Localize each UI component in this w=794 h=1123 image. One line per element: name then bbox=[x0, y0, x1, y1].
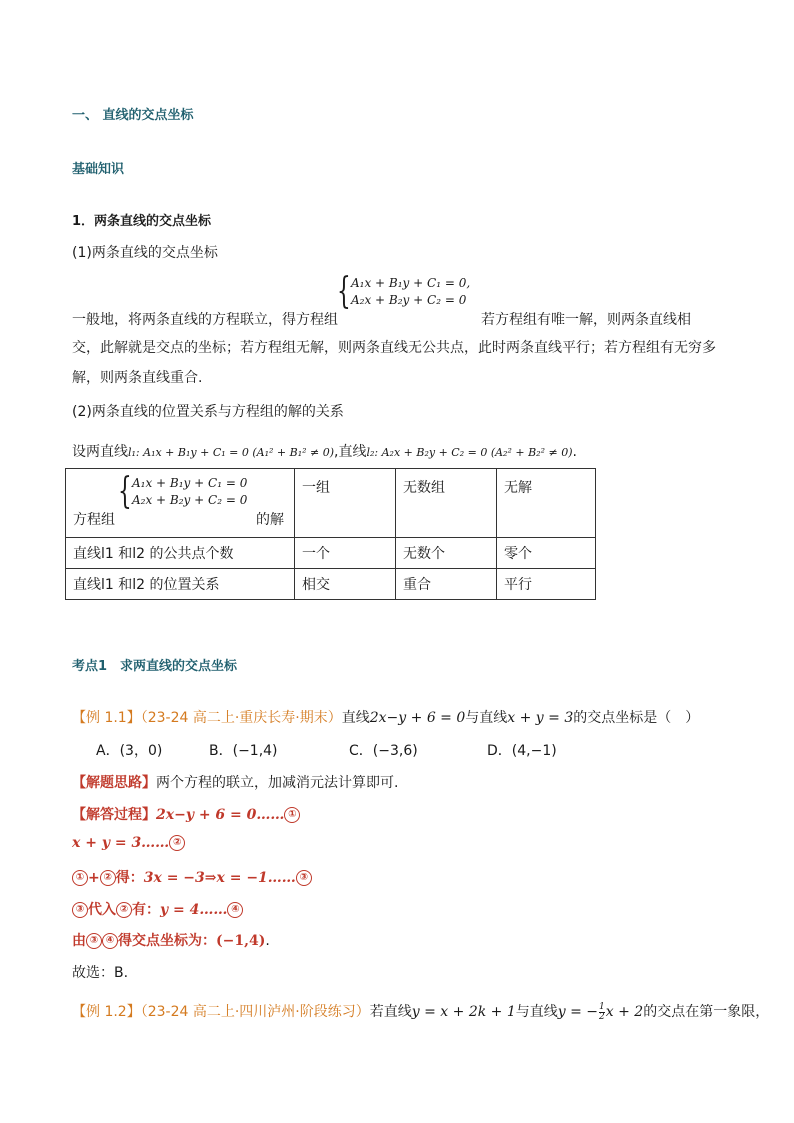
table-cell-system: 方程组 { A₁x + B₁y + C₁ = 0 A₂x + B₂y + C₂ = 0 的解 bbox=[66, 469, 295, 538]
paragraph-1-prefix: 一般地，将两条直线的方程联立，得方程组 bbox=[72, 312, 338, 328]
relation-table bbox=[65, 468, 596, 600]
subsection-2: (2)两条直线的位置关系与方程组的解的关系 bbox=[72, 404, 344, 420]
option-c: C．(−3,6) bbox=[349, 743, 418, 759]
example-source: （23-24 高二上·四川泸州·阶段练习） bbox=[140, 1004, 370, 1020]
circle-marker: ① bbox=[284, 807, 300, 823]
step-equation: y = 4…… bbox=[160, 902, 228, 918]
setup-l1-equation: l₁: A₁x + B₁y + C₁ = 0 (A₁² + B₁² ≠ 0) bbox=[128, 446, 335, 459]
idea-text: 两个方程的联立，加减消元法计算即可. bbox=[156, 775, 399, 791]
system-solution-label: 的解 bbox=[256, 512, 284, 528]
basic-knowledge-heading: 基础知识 bbox=[72, 162, 125, 177]
step-text: 代入 bbox=[88, 902, 116, 918]
table-cell: 无数个 bbox=[396, 538, 497, 569]
fraction-numerator: 1 bbox=[599, 1001, 605, 1012]
system-label: 方程组 bbox=[73, 512, 115, 528]
system-eq-1: A₁x + B₁y + C₁ = 0, bbox=[351, 276, 471, 290]
paragraph-1-line3: 解，则两条直线重合. bbox=[72, 370, 203, 386]
table-system-eq-1: A₁x + B₁y + C₁ = 0 bbox=[132, 476, 248, 490]
option-d: D．(4,−1) bbox=[487, 743, 557, 759]
table-cell: 直线l1 和l2 的位置关系 bbox=[66, 569, 295, 600]
table-cell: 一个 bbox=[295, 538, 396, 569]
paragraph-1-suffix: 若方程组有唯一解，则两条直线相 bbox=[481, 312, 691, 328]
example-1-2 bbox=[72, 1001, 769, 1022]
setup-end: . bbox=[572, 444, 577, 460]
solution-step-5 bbox=[72, 930, 270, 950]
equation-system: { A₁x + B₁y + C₁ = 0, A₂x + B₂y + C₂ = 0 bbox=[337, 271, 471, 312]
circle-marker: ② bbox=[100, 870, 116, 886]
example-text: 与直线 bbox=[515, 1004, 558, 1020]
circle-marker: ③ bbox=[72, 902, 88, 918]
paragraph-1-line2: 交，此解就是交点的坐标；若方程组无解，则两条直线无公共点，此时两条直线平行；若方程组有无穷多 bbox=[72, 340, 716, 356]
option-a: A．(3，0) bbox=[96, 743, 163, 759]
setup-line bbox=[72, 441, 577, 461]
option-b: B．(−1,4) bbox=[209, 743, 278, 759]
subsection-1: (1)两条直线的交点坐标 bbox=[72, 245, 218, 261]
example-tag: 【例 1.2】 bbox=[72, 1004, 141, 1020]
fraction-denominator: 2 bbox=[599, 1011, 605, 1022]
example-source: （23-24 高二上·重庆长寿·期末） bbox=[140, 710, 342, 726]
step-text: 由 bbox=[72, 933, 86, 949]
example-equation: 2x−y + 6 = 0 bbox=[369, 710, 466, 726]
example-text: 的交点在第一象限， bbox=[643, 1004, 770, 1020]
section-title: 一、 直线的交点坐标 bbox=[72, 108, 194, 123]
step-equation: 2x−y + 6 = 0…… bbox=[156, 807, 285, 823]
example-equation: x + 2 bbox=[605, 1004, 644, 1020]
circle-marker: ③ bbox=[86, 933, 102, 949]
setup-l2-equation: l₂: A₂x + B₂y + C₂ = 0 (A₂² + B₂² ≠ 0) bbox=[366, 446, 573, 459]
table-cell: 一组 bbox=[295, 469, 396, 538]
step-answer: (−1,4) bbox=[216, 933, 266, 949]
example-1-1 bbox=[72, 707, 699, 727]
example-text: 的交点坐标是（ ） bbox=[573, 710, 700, 726]
setup-prefix: 设两直线 bbox=[72, 444, 128, 460]
table-row bbox=[66, 538, 596, 569]
table-row bbox=[66, 469, 596, 538]
topic-title: 1．两条直线的交点坐标 bbox=[72, 214, 212, 229]
circle-marker: ② bbox=[116, 902, 132, 918]
solution-step-3 bbox=[72, 867, 312, 887]
solution-idea bbox=[72, 772, 398, 792]
table-cell: 零个 bbox=[497, 538, 596, 569]
step-text: 有： bbox=[132, 902, 160, 918]
example-text: 直线 bbox=[341, 710, 370, 726]
circle-marker: ③ bbox=[296, 870, 312, 886]
solution-step-1 bbox=[72, 804, 300, 824]
step-equation: 3x = −3⇒x = −1…… bbox=[143, 870, 296, 886]
example-equation: x + y = 3 bbox=[507, 710, 574, 726]
step-equation: x + y = 3…… bbox=[72, 835, 170, 851]
step-text: 得交点坐标为： bbox=[118, 933, 216, 949]
circle-marker: ② bbox=[169, 835, 185, 851]
idea-tag: 【解题思路】 bbox=[72, 775, 156, 791]
circle-marker: ① bbox=[72, 870, 88, 886]
process-tag: 【解答过程】 bbox=[72, 807, 156, 823]
table-system-eq-2: A₂x + B₂y + C₂ = 0 bbox=[132, 493, 248, 507]
system-eq-2: A₂x + B₂y + C₂ = 0 bbox=[351, 293, 467, 307]
example-text: 若直线 bbox=[369, 1004, 412, 1020]
step-text: + bbox=[88, 870, 100, 886]
step-text: . bbox=[265, 933, 270, 949]
table-cell: 相交 bbox=[295, 569, 396, 600]
step-text: 得： bbox=[115, 870, 144, 886]
circle-marker: ④ bbox=[102, 933, 118, 949]
example-text: 与直线 bbox=[465, 710, 508, 726]
example-equation: y = x + 2k + 1 bbox=[411, 1004, 516, 1020]
solution-step-2 bbox=[72, 835, 185, 851]
final-choice: 故选：B. bbox=[72, 965, 129, 981]
setup-mid: ,直线 bbox=[334, 444, 367, 460]
table-cell: 无解 bbox=[497, 469, 596, 538]
table-cell: 平行 bbox=[497, 569, 596, 600]
example-tag: 【例 1.1】 bbox=[72, 710, 141, 726]
table-cell: 直线l1 和l2 的公共点个数 bbox=[66, 538, 295, 569]
fraction bbox=[599, 1003, 605, 1022]
table-row bbox=[66, 569, 596, 600]
circle-marker: ④ bbox=[227, 902, 243, 918]
table-cell: 重合 bbox=[396, 569, 497, 600]
kaodian-heading: 考点1 求两直线的交点坐标 bbox=[72, 659, 238, 674]
solution-step-4 bbox=[72, 899, 243, 919]
example-equation: y = − bbox=[557, 1004, 599, 1020]
table-cell: 无数组 bbox=[396, 469, 497, 538]
